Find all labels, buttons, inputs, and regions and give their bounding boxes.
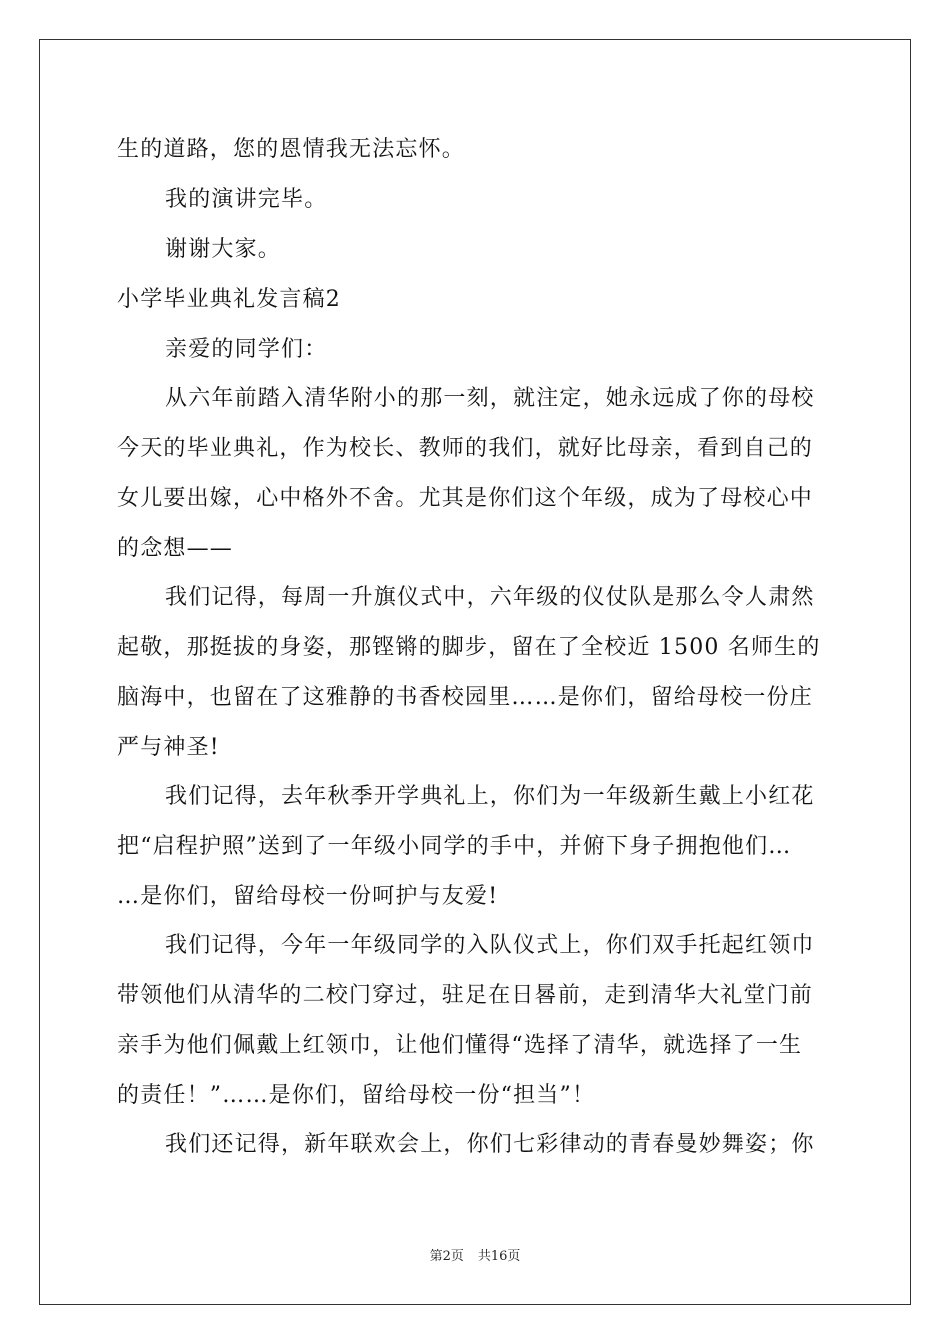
text-line: 把“启程护照”送到了一年级小同学的手中，并俯下身子拥抱他们… xyxy=(117,834,792,859)
text-line: 今天的毕业典礼，作为校长、教师的我们，就好比母亲，看到自己的 xyxy=(117,436,814,461)
text-line: 女儿要出嫁，心中格外不舍。尤其是你们这个年级，成为了母校心中 xyxy=(117,486,814,511)
text-line: 我们记得，每周一升旗仪式中，六年级的仪仗队是那么令人肃然 xyxy=(165,585,815,610)
text-line: 起敬，那挺拔的身姿，那铿锵的脚步，留在了全校近 1500 名师生的 xyxy=(117,635,821,660)
page-frame xyxy=(39,39,911,1305)
text-line: 的念想—— xyxy=(117,536,234,561)
text-line: 亲手为他们佩戴上红领巾，让他们懂得“选择了清华，就选择了一生 xyxy=(117,1033,803,1058)
section-heading: 小学毕业典礼发言稿2 xyxy=(117,287,341,312)
text-line: …是你们，留给母校一份呵护与友爱! xyxy=(117,884,499,909)
page-total: 共16页 xyxy=(477,1249,521,1264)
text-line: 我们记得，今年一年级同学的入队仪式上，你们双手托起红领巾 xyxy=(165,933,815,958)
salutation: 亲爱的同学们： xyxy=(165,337,328,362)
text-line: 谢谢大家。 xyxy=(165,237,282,262)
text-line: 的责任！”……是你们，留给母校一份“担当”！ xyxy=(117,1083,596,1108)
text-line: 生的道路，您的恩情我无法忘怀。 xyxy=(117,137,466,162)
text-line: 我的演讲完毕。 xyxy=(165,187,328,212)
text-line: 脑海中，也留在了这雅静的书香校园里……是你们，留给母校一份庄 xyxy=(117,685,814,710)
page-number: 第2页 xyxy=(429,1249,464,1264)
text-line: 我们还记得，新年联欢会上，你们七彩律动的青春曼妙舞姿；你 xyxy=(165,1132,815,1157)
text-line: 严与神圣! xyxy=(117,735,220,760)
text-line: 从六年前踏入清华附小的那一刻，就注定，她永远成了你的母校 xyxy=(165,386,815,411)
page-footer xyxy=(0,1245,950,1264)
text-line: 带领他们从清华的二校门穿过，驻足在日晷前，走到清华大礼堂门前 xyxy=(117,983,814,1008)
text-line: 我们记得，去年秋季开学典礼上，你们为一年级新生戴上小红花 xyxy=(165,784,815,809)
